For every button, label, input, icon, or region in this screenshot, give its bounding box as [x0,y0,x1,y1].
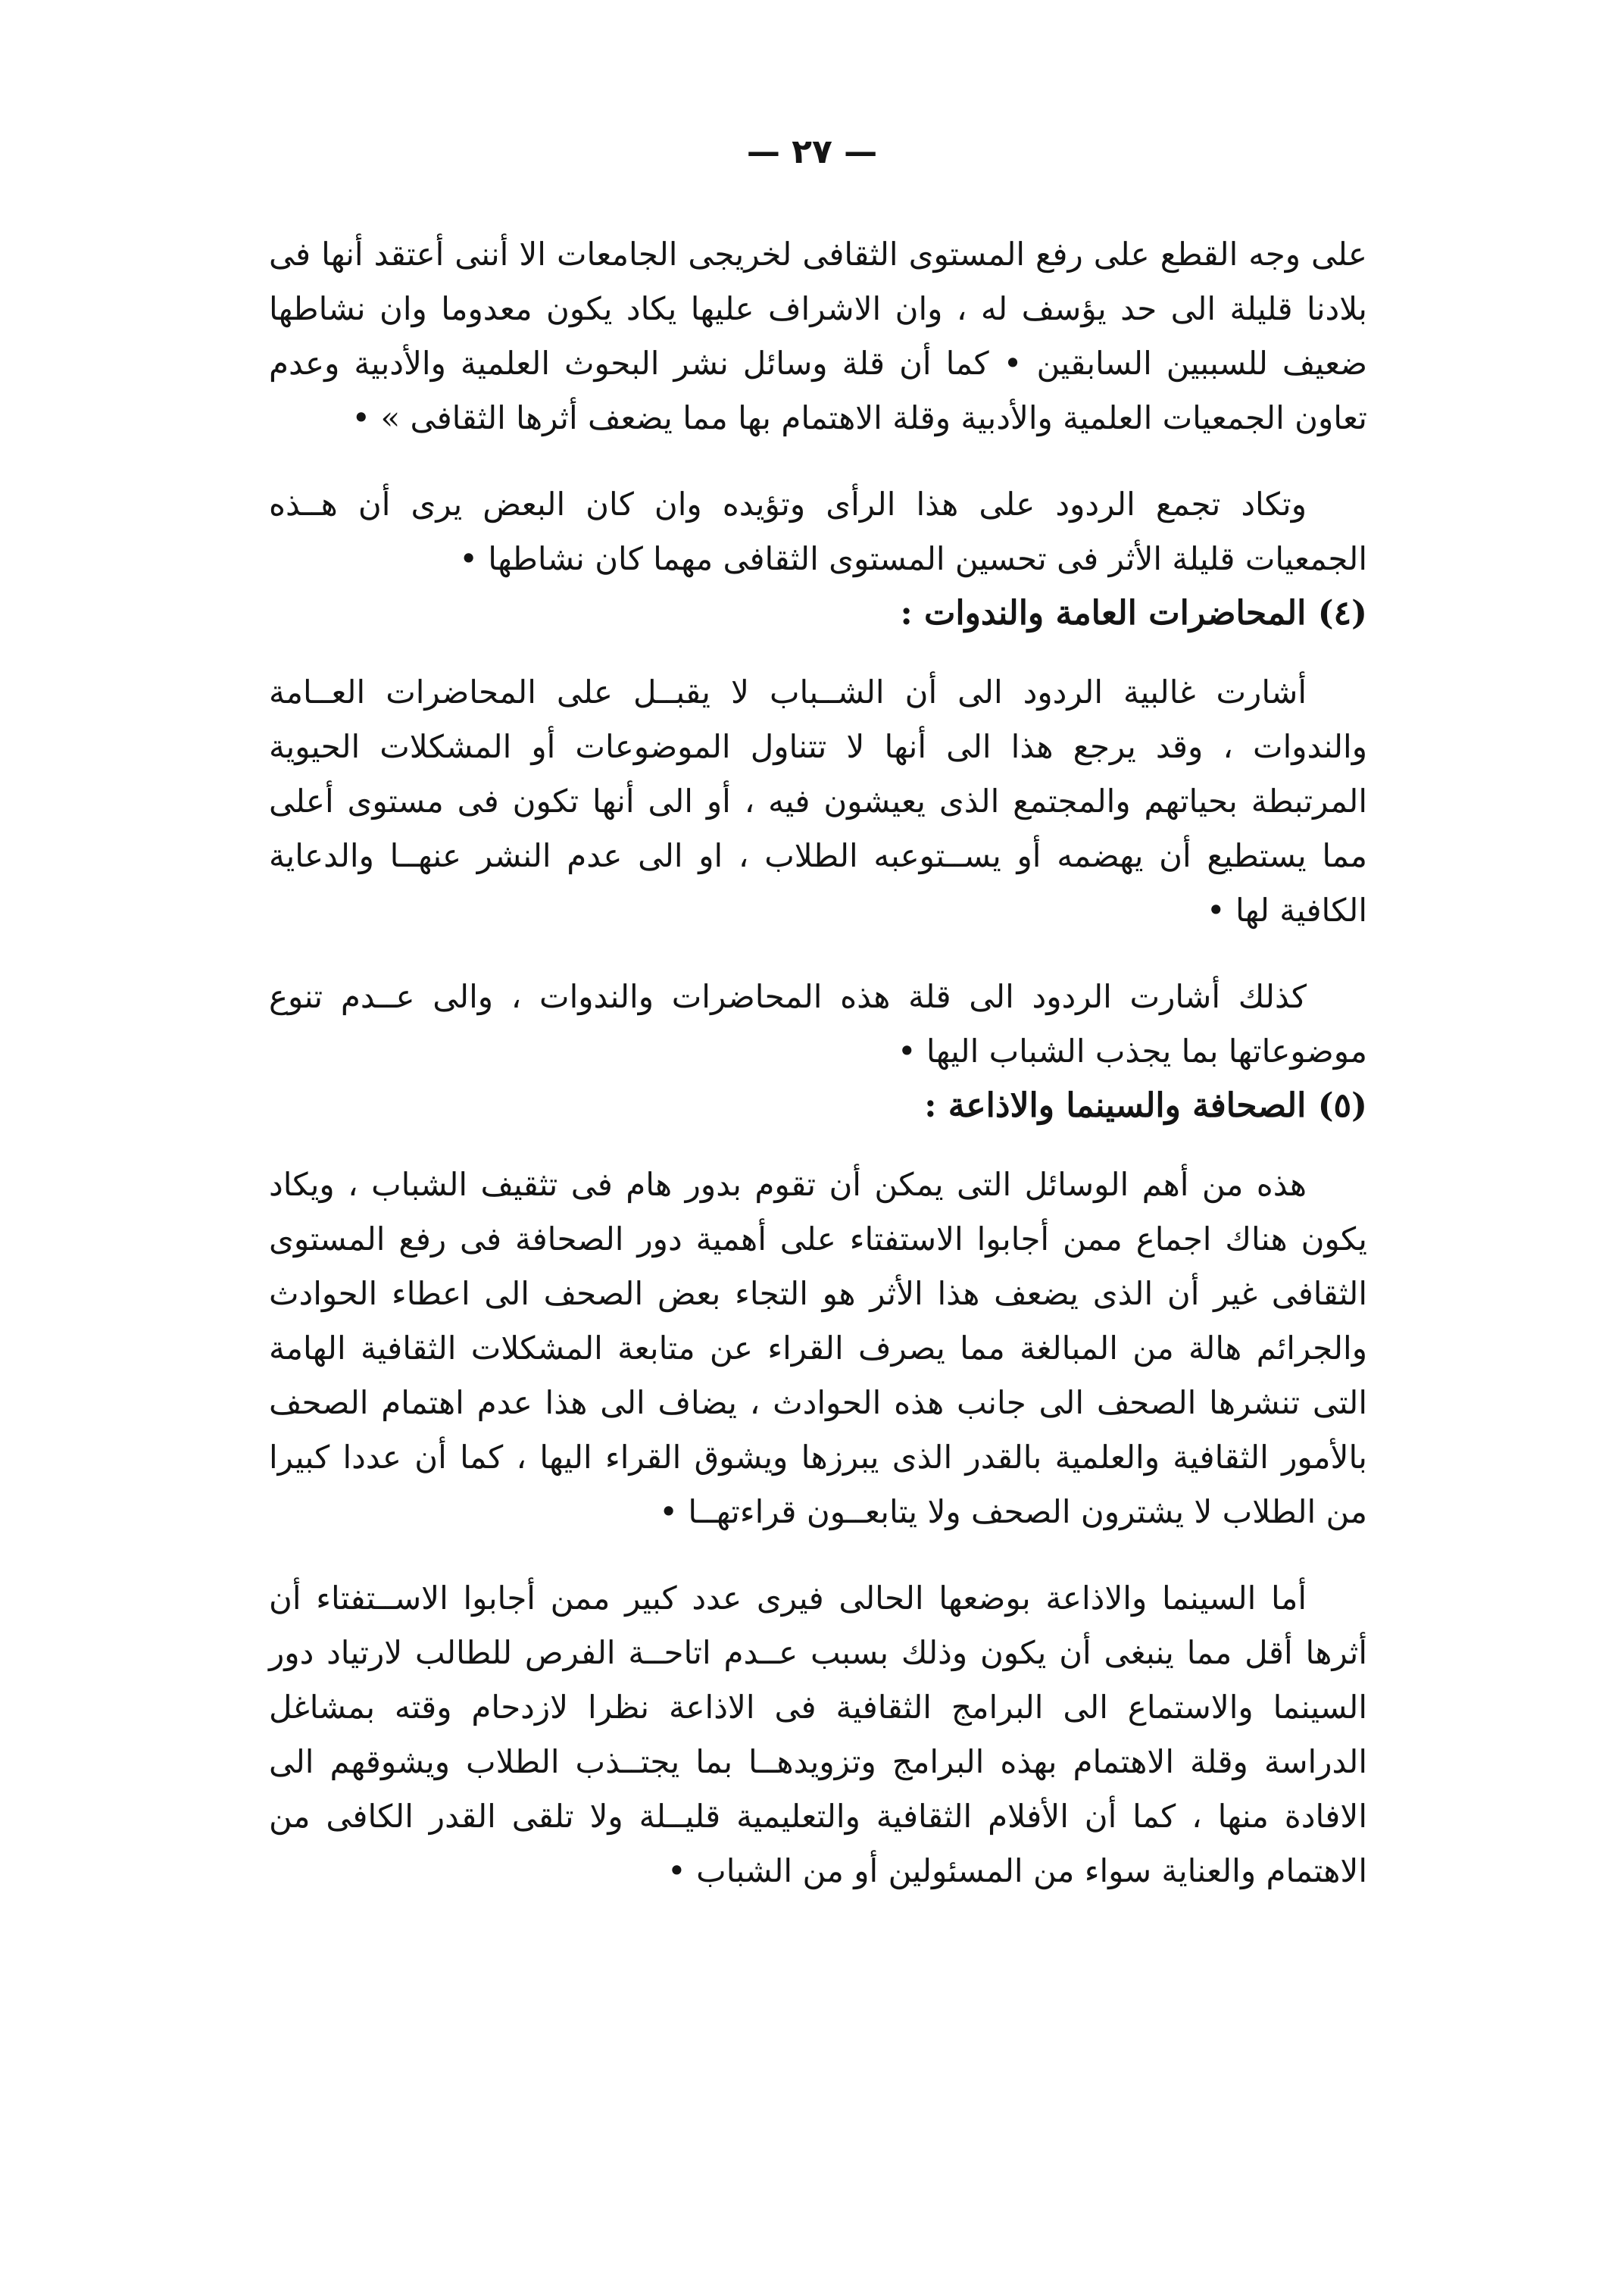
paragraph-6: أما السينما والاذاعة بوضعها الحالى فيرى عدد كبير ممن أجابوا الاســتفتاء أن أثرها أقل مما ينبغى أن يكون وذلك بسبب عــدم اتاحــة الفرص للطالب لارتياد دور السينما والاستماع الى البرامج الثقافية فى الاذاعة نظرا لازدحام وقته بمشاغل الدراسة وقلة الاهتمام بهذه البرامج وتزويدهــا بما يجتــذب الطلاب ويشوقهم الى الافادة منها ، كما أن الأفلام الثقافية والتعليمية قليــلة ولا تلقى القدر الكافى من الاهتمام والعناية سواء من المسئولين أو من الشباب • [269,1579,1367,1889]
section-heading-4: (٤) المحاضرات العامة والندوات : [900,594,1367,633]
section-heading-5: (٥) الصحافة والسينما والاذاعة : [924,1086,1367,1125]
paragraph-3: أشارت غالبية الردود الى أن الشــباب لا يقبــل على المحاضرات العــامة والندوات ، وقد يرجع هذا الى أنها لا تتناول الموضوعات أو المشكلات الحيوية المرتبطة بحياتهم والمجتمع الذى يعيشون فيه ، أو الى أنها تكون فى مستوى أعلى مما يستطيع أن يهضمه أو يســتوعبه الطلاب ، او الى عدم النشر عنهــا والدعاية الكافية لها • [269,673,1367,929]
paragraph-4: كذلك أشارت الردود الى قلة هذه المحاضرات والندوات ، والى عــدم تنوع موضوعاتها بما يجذب الشباب اليها • [269,978,1367,1070]
paragraph-5: هذه من أهم الوسائل التى يمكن أن تقوم بدور هام فى تثقيف الشباب ، ويكاد يكون هناك اجماع ممن أجابوا الاستفتاء على أهمية دور الصحافة فى رفع المستوى الثقافى غير أن الذى يضعف هذا الأثر هو التجاء بعض الصحف الى اعطاء الحوادث والجرائم هالة من المبالغة مما يصرف القراء عن متابعة المشكلات الثقافية الهامة التى تنشرها الصحف الى جانب هذه الحوادث ، يضاف الى هذا عدم اهتمام الصحف بالأمور الثقافية والعلمية بالقدر الذى يبرزها ويشوق القراء اليها ، كما أن عددا كبيرا من الطلاب لا يشترون الصحف ولا يتابعــون قراءتهــا • [269,1166,1367,1530]
page-body [269,227,1367,1898]
paragraph-1: على وجه القطع على رفع المستوى الثقافى لخريجى الجامعات الا أننى أعتقد أنها فى بلادنا قليلة الى حد يؤسف له ، وان الاشراف عليها يكاد يكون معدوما وان نشاطها ضعيف للسببين السابقين • كما أن قلة وسائل نشر البحوث العلمية والأدبية وعدم تعاون الجمعيات العلمية والأدبية وقلة الاهتمام بها مما يضعف أثرها الثقافى » • [269,236,1367,436]
page-number: — ٢٧ — [746,133,878,171]
paragraph-2: وتكاد تجمع الردود على هذا الرأى وتؤيده وان كان البعض يرى أن هــذه الجمعيات قليلة الأثر فى تحسين المستوى الثقافى مهما كان نشاطها • [269,486,1367,577]
